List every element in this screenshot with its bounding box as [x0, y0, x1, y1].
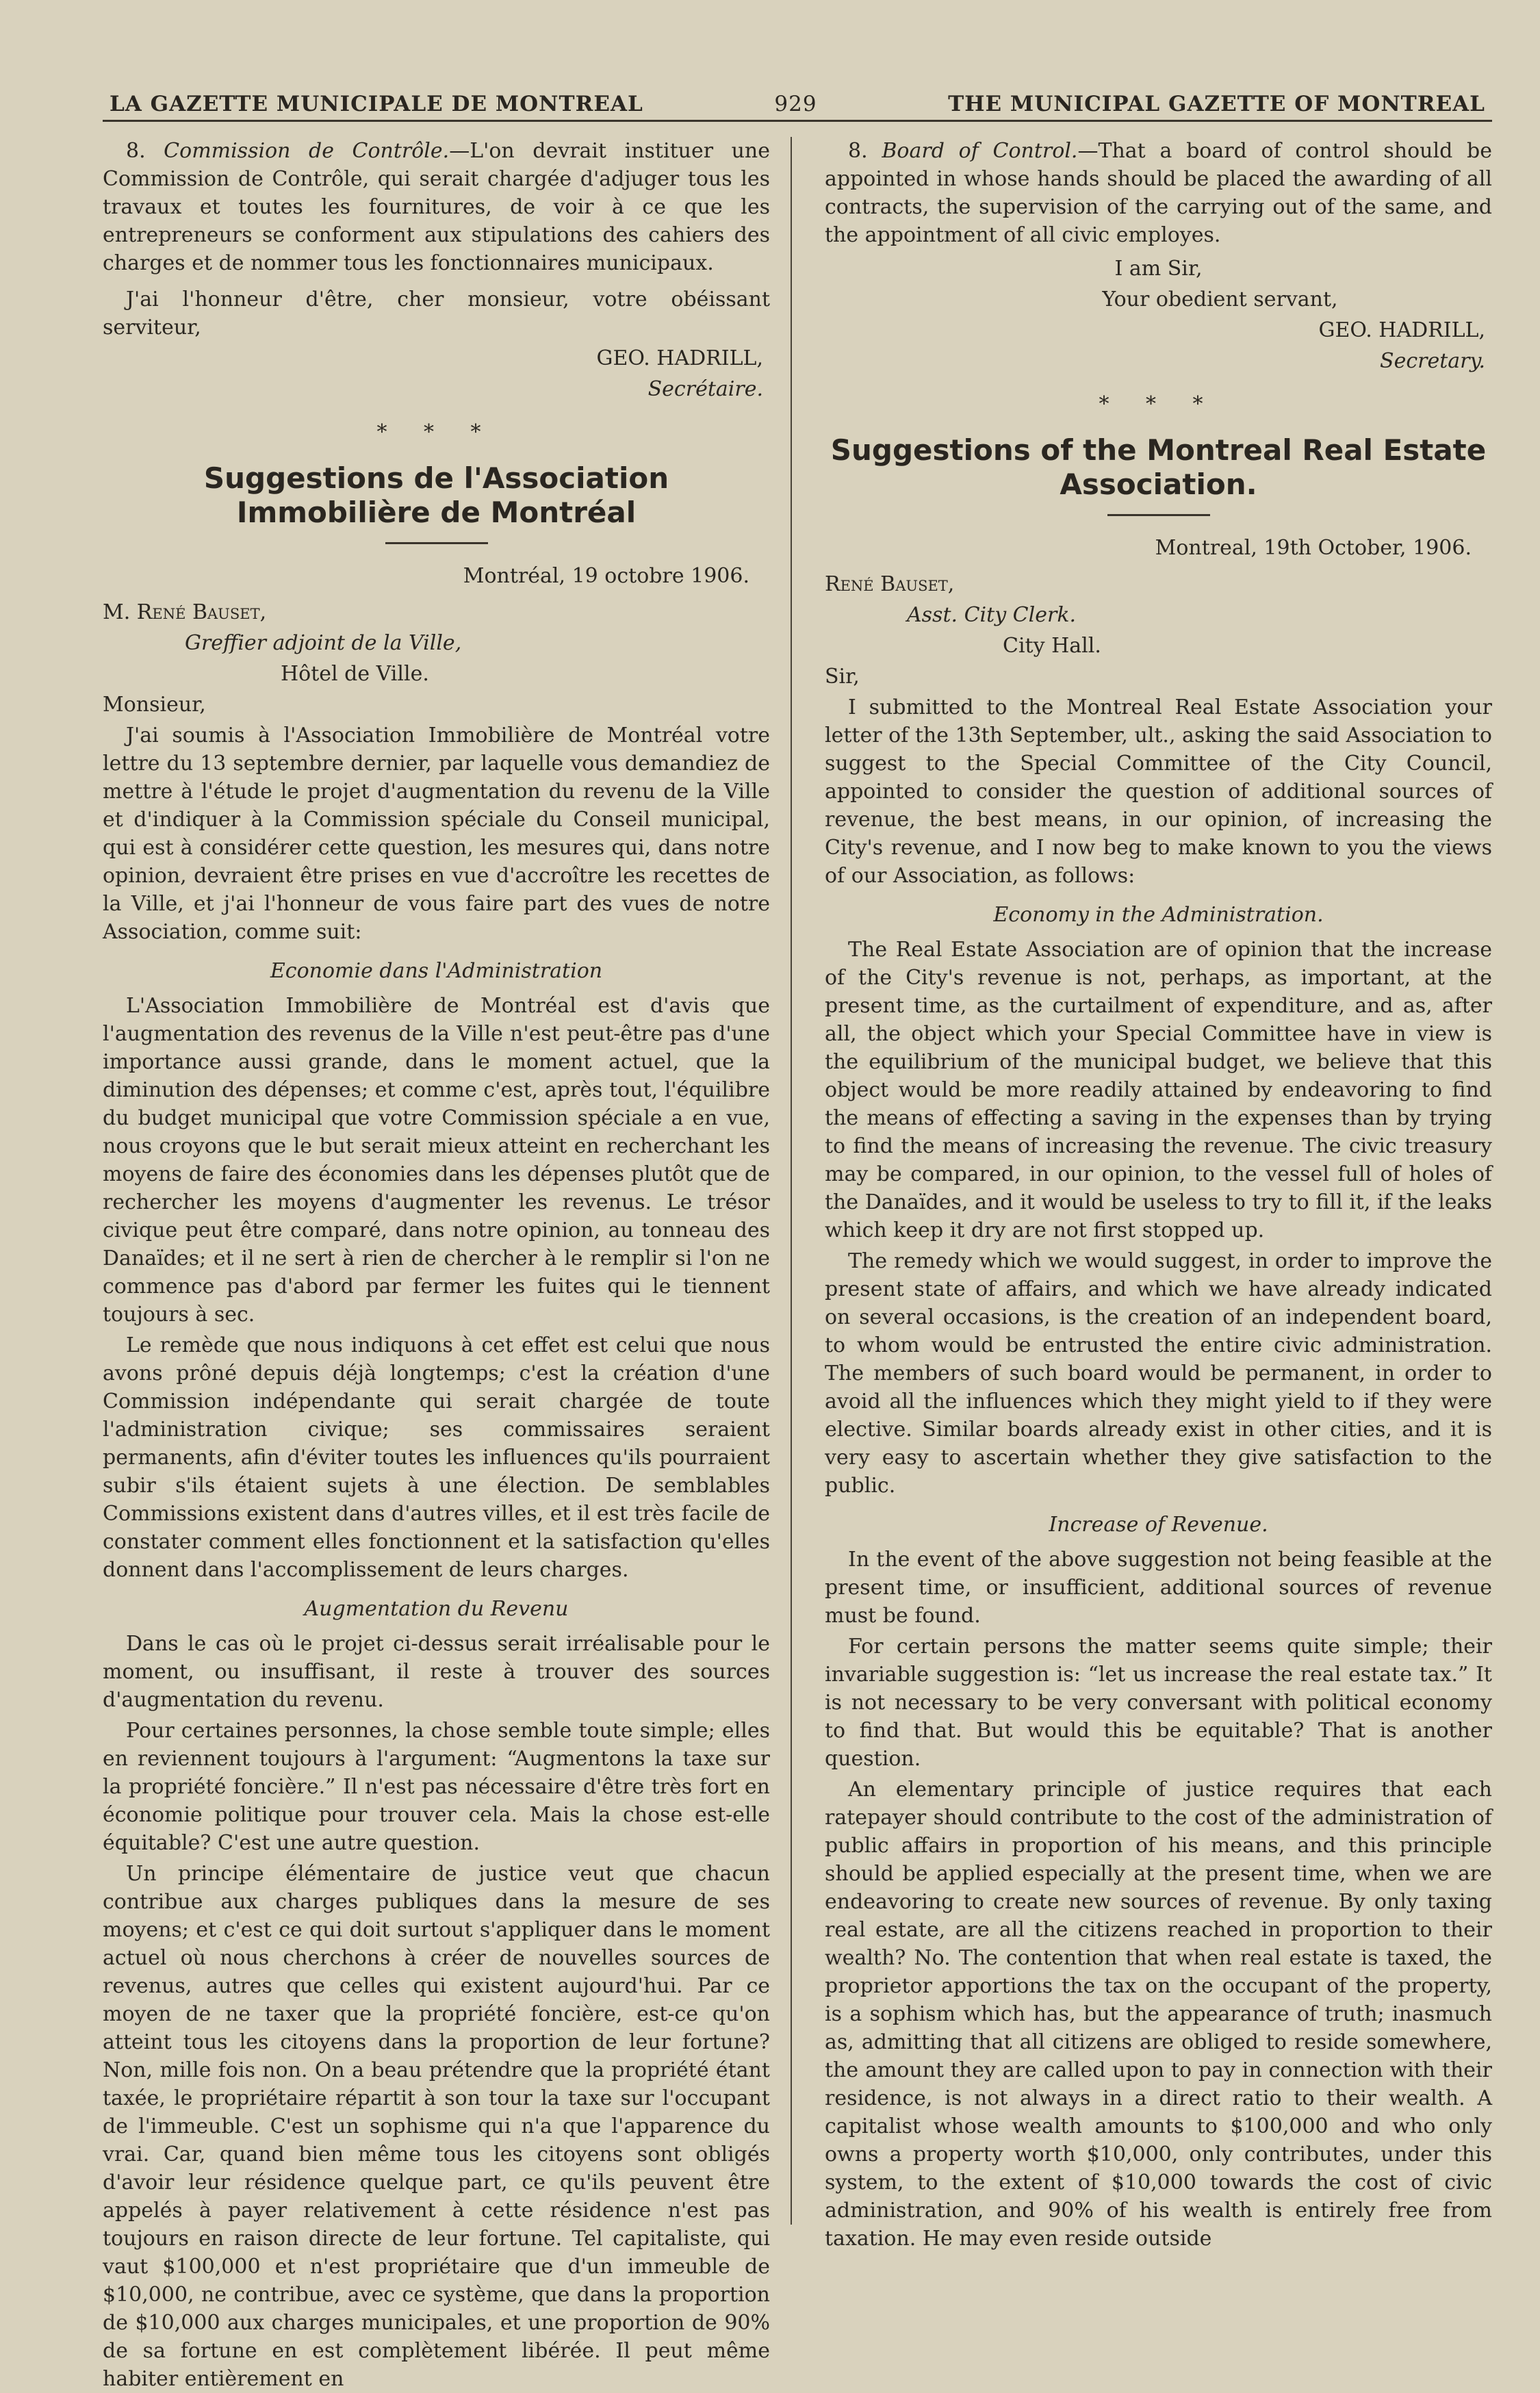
french-revenue-p3: Un principe élémentaire de justice veut que chacun contribue aux charges publiques dans la mesure de ses moyens; et c'est ce qui doit surtout s'appliquer dans le moment actuel où nous cherchons à créer de nouvelles sources de revenus, autres que celles qui existent aujourd'hui. Par ce moyen de ne taxer que la propriété foncière, est-ce qu'on atteint tous les citoyens dans la proportion de leur fortune? Non, mille fois non. On a beau prétendre que la propriété étant taxée, le propriétaire répartit à son tour la taxe sur l'occupant de l'immeuble. C'est un sophisme qui n'a que l'apparence du vrai. Car, quand bien même tous les citoyens sont obligés d'avoir leur résidence quelque part, ce qu'ils peuvent être appelés à payer relativement à cette résidence n'est pas toujours en raison directe de leur fortune. Tel capitaliste, qui vaut $100,000 et n'est propriétaire que d'un immeuble de $10,000, ne contribue, avec ce système, que dans la proportion de $10,000 aux charges municipales, et une proportion de 90% de sa fortune en est complètement libérée. Il peut même habiter entièrement en: [103, 1862, 770, 2391]
french-article-title: Suggestions de l'Association Immobilière de Montréal: [203, 461, 669, 529]
french-addressee-role: Greffier adjoint de la Ville,: [185, 631, 462, 655]
french-revenue-p1: Dans le cas où le projet ci-dessus serait irréalisable pour le moment, ou insuffisant, il reste à trouver des sources d'augmentation du revenu.: [103, 1632, 770, 1712]
english-title-rule: [1107, 514, 1210, 516]
english-item-8: 8. Board of Control.—That a board of control should be appointed in whose hands should be placed the awarding of all contracts, the supervision of the carrying out of the same, and the appointment of all civic employes.: [825, 139, 1492, 247]
english-subhead-economy: Economy in the Administration.: [993, 903, 1324, 927]
header-english-title: THE MUNICIPAL GAZETTE OF MONTREAL: [948, 92, 1485, 116]
header-rule: [103, 120, 1492, 122]
english-separator-stars: * * *: [1099, 392, 1218, 416]
english-salutation: Sir,: [825, 665, 860, 689]
english-economy-p2: The remedy which we would suggest, in order to improve the present state of affairs, and which we have already indicated on several occasions, is the creation of an independent board, to whom would be entrusted the entire civic administration. The members of such board would be permanent, in order to avoid all the influences which they might yield to if they were elective. Similar boards already exist in other cities, and it is very easy to ascertain whether they give satisfaction to the public.: [825, 1249, 1492, 1498]
gazette-page: [103, 62, 1492, 2391]
english-closing-2: Your obedient servant,: [1102, 287, 1338, 311]
english-signature-name: GEO. HADRILL,: [1318, 318, 1485, 342]
french-salutation: Monsieur,: [103, 693, 206, 717]
french-subhead-economy: Economie dans l'Administration: [270, 959, 603, 983]
english-closing-1: I am Sir,: [1114, 257, 1203, 281]
header-french-title: LA GAZETTE MUNICIPALE DE MONTREAL: [110, 92, 643, 116]
page-number: 929: [774, 92, 817, 116]
french-closing: J'ai l'honneur d'être, cher monsieur, votre obéissant serviteur,: [103, 287, 770, 340]
english-intro: I submitted to the Montreal Real Estate Association your letter of the 13th September, ult., asking the said Association to suggest to the Special Committee of the City Council, appointed to consider the question of additional sources of revenue, the best means, in our opinion, of increasing the City's revenue, and I now beg to make known to you the views of our Association, as follows:: [825, 695, 1492, 888]
english-revenue-p3: An elementary principle of justice requires that each ratepayer should contribute to the cost of the administration of public affairs in proportion of his means, and this principle should be applied especially at the present time, when we are endeavoring to create new sources of revenue. By only taxing real estate, are all the citizens reached in proportion to their wealth? No. The contention that when real estate is taxed, the proprietor apportions the tax on the occupant of the property, is a sophism which has, but the appearance of truth; inasmuch as, admitting that all citizens are obliged to reside somewhere, the amount they are called upon to pay in connection with their residence, is not always in a direct ratio to their wealth. A capitalist whose wealth amounts to $100,000 and who only owns a property worth $10,000, only contributes, under this system, to the extent of $10,000 towards the cost of civic administration, and 90% of his wealth is entirely free from taxation. He may even reside outside: [825, 1778, 1492, 2251]
english-article-title: Suggestions of the Montreal Real Estate Association.: [830, 433, 1487, 501]
french-item-8: 8. Commission de Contrôle.—L'on devrait instituer une Commission de Contrôle, qui serait chargée d'adjuger tous les travaux et toutes les fournitures, de voir à ce que les entrepreneurs se conforment aux stipulations des cahiers des charges et de nommer tous les fonctionnaires municipaux.: [103, 139, 770, 275]
english-subhead-revenue: Increase of Revenue.: [1049, 1513, 1268, 1537]
french-economy-p1: L'Association Immobilière de Montréal est d'avis que l'augmentation des revenus de la Ville n'est peut-être pas d'une importance aussi grande, dans le moment actuel, que la diminution des dépenses; et comme c'est, après tout, l'équilibre du budget municipal que votre Commission spéciale a en vue, nous croyons que le but serait mieux atteint en recherchant les moyens de faire des économies dans les dépenses plutôt que de rechercher les moyens d'augmenter les revenus. Le trésor civique peut être comparé, dans notre opinion, au tonneau des Danaïdes; et il ne sert à rien de chercher à le remplir si l'on ne commence pas d'abord par fermer les fuites qui le tiennent toujours à sec.: [103, 994, 770, 1327]
french-economy-p2: Le remède que nous indiquons à cet effet est celui que nous avons prôné depuis déjà longtemps; c'est la création d'une Commission indépendante qui serait chargée de toute l'administration civique; ses commissaires seraient permanents, afin d'éviter toutes les influences qu'ils pourraient subir s'ils étaient sujets à une élection. De semblables Commissions existent dans d'autres villes, et il est très facile de constater comment elles fonctionnent et la satisfaction qu'elles donnent dans l'accomplissement de leurs charges.: [103, 1333, 770, 1582]
english-date: Montreal, 19th October, 1906.: [1155, 536, 1472, 560]
english-addressee-role: Asst. City Clerk.: [907, 603, 1077, 627]
page-header: [110, 68, 1485, 116]
french-revenue-p2: Pour certaines personnes, la chose semble toute simple; elles en reviennent toujours à l'argument: “Augmentons la taxe sur la propriété foncière.” Il n'est pas nécessaire d'être très fort en économie politique pour trouver cela. Mais la chose est-elle équitable? C'est une autre question.: [103, 1719, 770, 1855]
english-revenue-p1: In the event of the above suggestion not being feasible at the present time, or insufficient, additional sources of revenue must be found.: [825, 1548, 1492, 1628]
french-title-rule: [385, 542, 488, 544]
french-separator-stars: * * *: [376, 420, 496, 444]
english-economy-p1: The Real Estate Association are of opinion that the increase of the City's revenue is not, perhaps, as important, at the present time, as the curtailment of expenditure, and as, after all, the object which your Special Committee have in view is the equilibrium of the municipal budget, we believe that this object would be more readily attained by endeavoring to find the means of effecting a saving in the expenses than by trying to find the means of increasing the revenue. The civic treasury may be compared, in our opinion, to the vessel full of holes of the Danaïdes, and it would be useless to try to fill it, if the leaks which keep it dry are not first stopped up.: [825, 938, 1492, 1242]
english-signature-title: Secretary.: [1380, 349, 1485, 373]
french-signature-name: GEO. HADRILL,: [596, 346, 763, 370]
french-subhead-revenue: Augmentation du Revenu: [304, 1597, 569, 1621]
english-addressee-place: City Hall.: [1003, 634, 1101, 658]
french-date: Montréal, 19 octobre 1906.: [463, 564, 749, 588]
english-revenue-p2: For certain persons the matter seems quite simple; their invariable suggestion is: “let us increase the real estate tax.” It is not necessary to be very conversant with political economy to find that. But would this be equitable? That is another question.: [825, 1635, 1492, 1771]
french-intro: J'ai soumis à l'Association Immobilière de Montréal votre lettre du 13 septembre dernier, par laquelle vous demandiez de mettre à l'étude le projet d'augmentation du revenu de la Ville et d'indiquer à la Commission spéciale du Conseil municipal, qui est à considérer cette question, les mesures qui, dans notre opinion, devraient être prises en vue d'accroître les recettes de la Ville, et j'ai l'honneur de vous faire part des vues de notre Association, comme suit:: [103, 724, 770, 944]
english-addressee-name: René Bauset,: [825, 572, 955, 596]
column-divider: [791, 137, 792, 2225]
english-column: [825, 137, 1492, 2251]
french-signature-title: Secrétaire.: [647, 377, 763, 401]
french-column: [103, 137, 770, 2391]
french-addressee-name: M. René Bauset,: [103, 600, 267, 624]
french-addressee-place: Hôtel de Ville.: [281, 662, 429, 686]
